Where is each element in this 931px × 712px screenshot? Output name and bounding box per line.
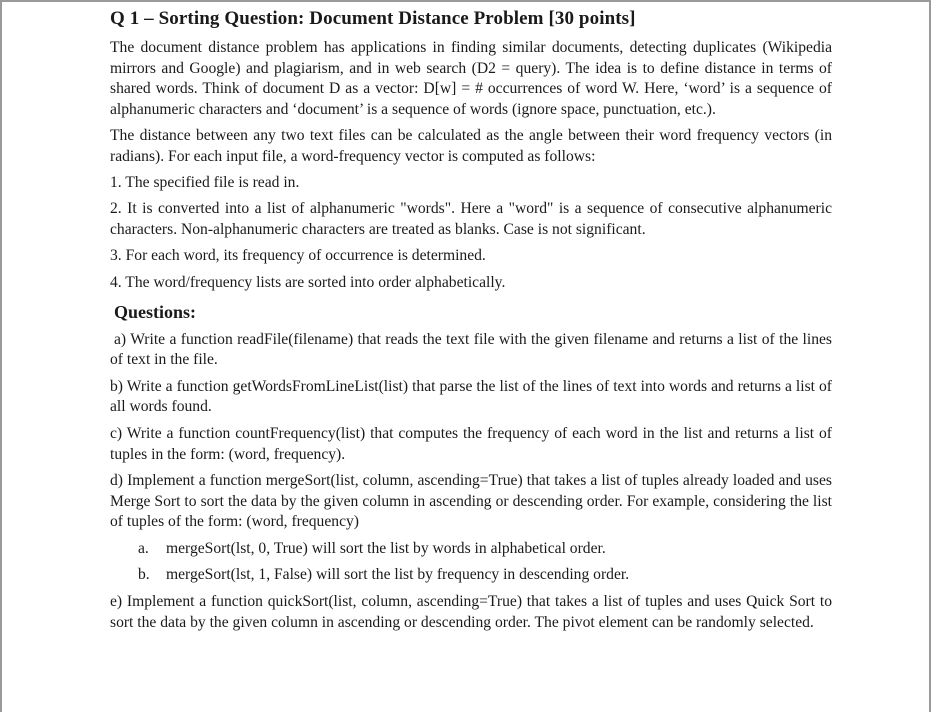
step-2: 2. It is converted into a list of alphanumeric "words". Here a "word" is a sequence of consecutive alphanumeric characters. Non-alphanumeric characters are treated as blanks. Case is not significant. xyxy=(110,200,832,238)
example-text: mergeSort(lst, 1, False) will sort the list by frequency in descending order. xyxy=(166,566,630,584)
question-title: Q 1 – Sorting Question: Document Distance Problem [30 points] xyxy=(110,8,636,29)
intro-paragraph: The document distance problem has applications in finding similar documents, detecting duplicates (Wikipedia mirrors and Google) and plagiarism, and in web search (D2 = query). The idea is to define distance in terms of shared words. Think of document D as a vector: D[w] = # occurrences of word W. Here, ‘word’ is a sequence of alphanumeric characters and ‘document’ is a sequence of words (ignore space, punctuation, etc.). xyxy=(110,39,832,118)
question-a: a) Write a function readFile(filename) that reads the text file with the given filename and returns a list of the lines of text in the file. xyxy=(110,330,832,369)
questions-heading: Questions: xyxy=(114,301,197,322)
merge-sort-examples xyxy=(110,539,832,586)
example-marker: b. xyxy=(138,566,150,584)
step-1: 1. The specified file is read in. xyxy=(110,173,300,191)
question-c: c) Write a function countFrequency(list) that computes the frequency of each word in the list and returns a list of tuples in the form: (word, frequency). xyxy=(110,424,832,463)
example-item xyxy=(110,565,832,586)
distance-paragraph: The distance between any two text files can be calculated as the angle between their word frequency vectors (in radians). For each input file, a word-frequency vector is computed as follows: xyxy=(110,127,832,165)
example-text: mergeSort(lst, 0, True) will sort the list by words in alphabetical order. xyxy=(166,539,606,557)
step-3: 3. For each word, its frequency of occurrence is determined. xyxy=(110,247,486,265)
example-marker: a. xyxy=(138,539,149,557)
page-border-top xyxy=(0,0,931,2)
question-d: d) Implement a function mergeSort(list, column, ascending=True) that takes a list of tuples already loaded and uses Merge Sort to sort the data by the given column in ascending or descending order. For example, considering the list of tuples of the form: (word, frequency) xyxy=(110,472,832,531)
question-b: b) Write a function getWordsFromLineList(list) that parse the list of the lines of text into words and returns a list of all words found. xyxy=(110,377,832,416)
document-content xyxy=(110,6,832,639)
page-border-left xyxy=(0,0,2,712)
example-item xyxy=(110,539,832,560)
question-e: e) Implement a function quickSort(list, column, ascending=True) that takes a list of tuples and uses Quick Sort to sort the data by the given column in ascending or descending order. The pivot element can be randomly selected. xyxy=(110,593,832,631)
step-4: 4. The word/frequency lists are sorted into order alphabetically. xyxy=(110,273,506,291)
